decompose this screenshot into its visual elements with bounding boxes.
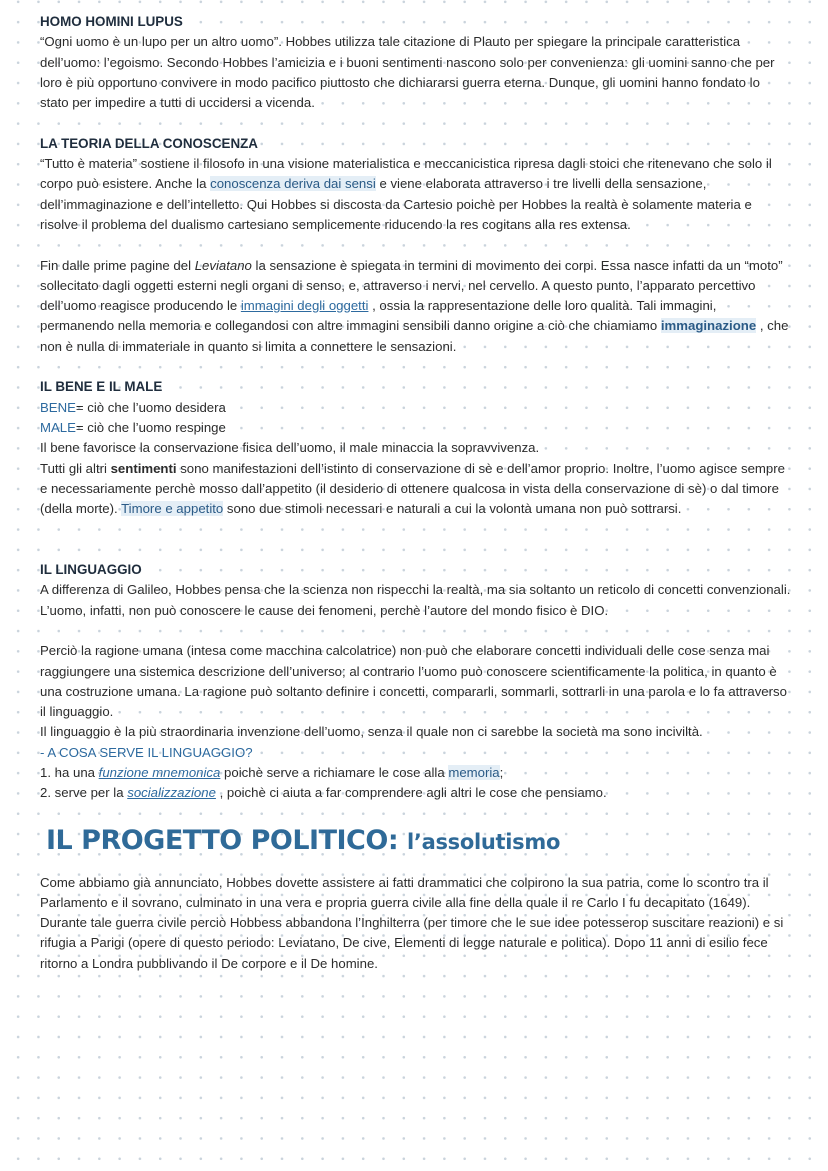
list-item: 1. ha una funzione mnemonica poichè serve a richiamare le cose alla memoria; bbox=[40, 764, 504, 780]
term-sentimenti: sentimenti bbox=[110, 460, 177, 476]
section-title-bene-male: IL BENE E IL MALE bbox=[40, 379, 163, 395]
definition-bene: BENE= ciò che l’uomo desidera bbox=[40, 399, 226, 415]
highlight-timore-appetito: Timore e appetito bbox=[121, 501, 224, 517]
section-title-homo-homini-lupus: HOMO HOMINI LUPUS bbox=[40, 14, 183, 29]
term-memoria: memoria bbox=[448, 764, 500, 780]
paragraph-linguaggio-invenzione: Il linguaggio è la più straordinaria invenzione dell’uomo, senza il quale non ci sarebbe la società ma sono inciviltà. bbox=[40, 724, 703, 740]
paragraph-tutto-materia: “Tutto è materia” sostiene il filosofo in una visione materialistica e meccanicistica ripresa dagli stoici che ritenevano che solo il corpo può esistere. Anche la conoscenza deriva dai sensi e viene elaborata attraverso i tre livelli della sensazione, dell’immaginazione e dell’intelletto. Qui Hobbes si discosta da Cartesio poichè per Hobbes la realtà è solamente materia e risolve il problema del dualismo cartesiano semplicemente riducendo la res cogitans alla res extensa. bbox=[40, 156, 772, 232]
paragraph-bene-conservazione: Il bene favorisce la conservazione fisica dell’uomo, il male minaccia la sopravvivenza. bbox=[40, 440, 540, 456]
term-funzione-mnemonica: funzione mnemonica bbox=[98, 764, 221, 780]
paragraph-progetto-politico: Come abbiamo già annunciato, Hobbes dovette assistere ai fatti drammatici che colpirono la sua patria, come lo scontro tra il Parlamento e il sovrano, culminato in una vera e propria guerra civile alla fine della quale il re Carlo I fu decapitato (1649). Durante tale guerra civile perciò Hobbess abbandona l’Inghilterra (per timore che le sue idee potesserop suscitare reazioni) e si rifugia a Parigi (opere di questo periodo: Leviatano, De cive, Elementi di legge naturale e politica). Dopo 11 anni di esilio fece ritorno a Londra pubblivando il De corpore e il De homine. bbox=[40, 874, 784, 971]
term-immaginazione: immaginazione bbox=[660, 318, 757, 334]
term-socializzazione: socializzazione bbox=[127, 785, 216, 801]
linguaggio-list bbox=[40, 763, 792, 804]
big-title-progetto-politico: IL PROGETTO POLITICO: l’assolutismo bbox=[46, 824, 561, 856]
paragraph-ragione-umana: Perciò la ragione umana (intesa come macchina calcolatrice) non può che elaborare concetti individuali delle cose senza mai raggiungere una sistemica descrizione dell’universo; al contrario l’uomo può conoscere scientificamente la politica, in quanto è una costruzione umana. La ragione può soltanto definire i concetti, compararli, sommarli, sottrarli in una parola e lo fa attraverso il linguaggio. bbox=[40, 643, 787, 720]
paragraph-homo-homini-lupus: “Ogni uomo è un lupo per un altro uomo”. Hobbes utilizza tale citazione di Plauto per spiegare la principale caratteristica dell’uomo: l’egoismo. Secondo Hobbes l’amicizia e i buoni sentimenti nascono solo per convenienza: gli uomini sanno che per loro è più opportuno convivere in modo pacifico piuttosto che dichiararsi guerra eterna. Dunque, gli uomini hanno fondato lo stato per impedire a tutti di uccidersi a vicenda. bbox=[40, 34, 775, 111]
list-item: 2. serve per la socializzazione , poichè ci aiuta a far comprendere agli altri le cose che pensiamo. bbox=[40, 785, 607, 801]
section-title-teoria-conoscenza: LA TEORIA DELLA CONOSCENZA bbox=[40, 135, 258, 151]
question-a-cosa-serve: - A COSA SERVE IL LINGUAGGIO? bbox=[40, 744, 253, 760]
label-bene: BENE bbox=[40, 399, 76, 415]
paragraph-leviatano-sensazione: Fin dalle prime pagine del Leviatano la sensazione è spiegata in termini di movimento dei corpi. Essa nasce infatti da un “moto” sollecitato dagli oggetti esterni negli organi di senso, e, attraverso i nervi, nel cervello. A questo punto, l’apparato percettivo dell’uomo reagisce producendo le immagini degli oggetti , ossia la rappresentazione delle loro qualità. Tali immagini, permanendo nella memoria e collegandosi con altre immagini sensibili danno origine a ciò che chiamiamo immaginazione , che non è nulla di immateriale in quanto si limita a connettere le sensazioni. bbox=[40, 257, 789, 354]
section-title-linguaggio: IL LINGUAGGIO bbox=[40, 562, 142, 578]
paragraph-sentimenti: Tutti gli altri sentimenti sono manifestazioni dell’istinto di conservazione di sè e dell’amor proprio. Inoltre, l’uomo agisce sempre e necessariamente perchè mosso dall’appetito (il desiderio di ottenere qualcosa in vista della conservazione di sè) o dal timore (della morte). Timore e appetito sono due stimoli necessari e naturali a cui la volontà umana non può sottrarsi. bbox=[40, 460, 785, 517]
paragraph-galileo: A differenza di Galileo, Hobbes pensa che la scienza non rispecchi la realtà, ma sia soltanto un reticolo di concetti convenzionali. L’uomo, infatti, non può conoscere le cause dei fenomeni, perchè l’autore del mondo fisico è DIO. bbox=[40, 582, 791, 618]
label-male: MALE bbox=[40, 419, 76, 435]
notes-page bbox=[40, 12, 792, 974]
term-immagini-oggetti: immagini degli oggetti bbox=[240, 298, 369, 314]
term-leviatano: Leviatano bbox=[194, 257, 252, 273]
definition-male: MALE= ciò che l’uomo respinge bbox=[40, 419, 226, 435]
highlight-conoscenza-sensi: conoscenza deriva dai sensi bbox=[210, 176, 376, 192]
